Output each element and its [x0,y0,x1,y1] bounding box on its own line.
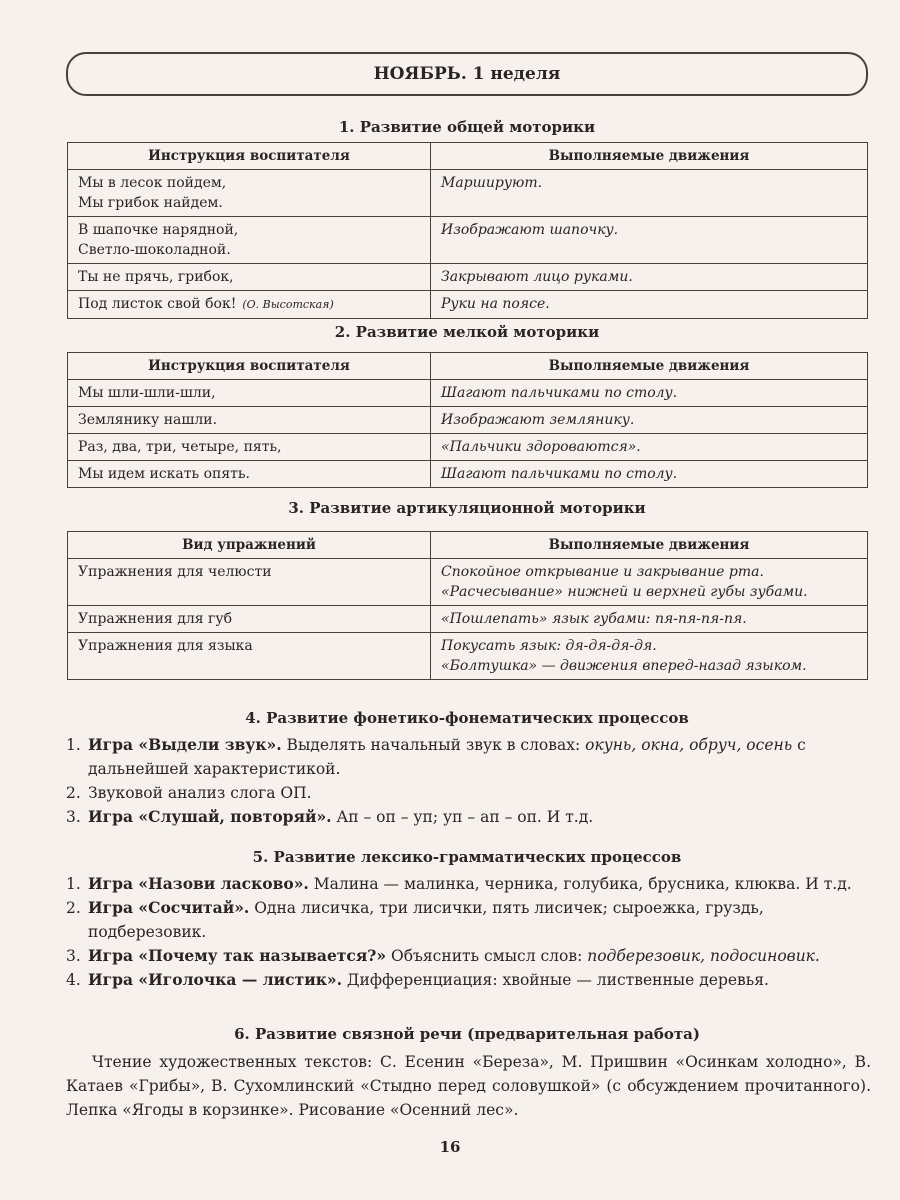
list-item [66,944,871,968]
column-header: Выполняемые движения [431,353,868,380]
item-text: Звуковой анализ слога ОП. [88,784,312,802]
column-header: Инструкция воспитателя [68,143,431,170]
list-item [66,872,871,896]
item-text: Объяснить смысл слов: [386,947,588,965]
verse-cell: Раз, два, три, четыре, пять, [68,434,431,461]
movement-cell: Шагают пальчиками по столу. [431,461,868,488]
section-6-title: 6. Развитие связной речи (предварительная работа) [234,1025,700,1043]
exercise-type-cell: Упражнения для губ [68,606,431,633]
gross-motor-table [67,142,868,319]
lexical-games-list [66,872,871,992]
verse-line: Светло-шоколадной. [78,242,231,258]
table-row [68,407,868,434]
item-text: Малина — малинка, черника, голубика, брусника, клюква. И т.д. [308,875,852,893]
exercise-type-cell: Упражнения для челюсти [68,559,431,606]
section-1-title: 1. Развитие общей моторики [338,118,596,136]
column-header: Вид упражнений [68,532,431,559]
articulation-table [67,531,868,680]
table-row [68,434,868,461]
item-number: 3. [66,808,81,826]
game-name: Игра «Слушай, повторяй». [88,807,332,826]
movement-cell: Изображают землянику. [431,407,868,434]
item-text: Ап – оп – уп; уп – ап – оп. И т.д. [331,808,594,826]
author-credit: (О. Высотская) [242,298,334,311]
table-row [68,380,868,407]
verse-line: В шапочке нарядной, [78,222,239,238]
table-header-row [68,143,868,170]
game-name: Игра «Выдели звук». [88,735,282,754]
item-text: Дифференциация: хвойные — лиственные деревья. [341,971,769,989]
game-name: Игра «Почему так называется?» [88,946,387,965]
list-item [66,733,871,781]
movement-cell: «Пальчики здороваются». [431,434,868,461]
movement-cell: Изображают шапочку. [431,217,868,264]
list-item [66,805,871,829]
table-header-row [68,532,868,559]
movement-cell: Шагают пальчиками по столу. [431,380,868,407]
item-number: 1. [66,736,81,754]
item-text: с дальнейшей характеристикой. [88,736,806,778]
week-title: НОЯБРЬ. 1 неделя [373,64,561,84]
verse-cell: Мы шли-шли-шли, [68,380,431,407]
table-header-row [68,353,868,380]
column-header: Выполняемые движения [431,143,868,170]
movement-cell: Маршируют. [431,170,868,217]
table-row [68,559,868,606]
item-number: 4. [66,971,81,989]
game-name: Игра «Иголочка — листик». [88,970,342,989]
verse-line: Ты не прячь, грибок, [78,269,234,285]
table-row [68,291,868,319]
section-2-title: 2. Развитие мелкой моторики [334,323,600,341]
exercise-type-cell: Упражнения для языка [68,633,431,680]
list-item [66,781,871,805]
item-number: 1. [66,875,81,893]
item-text: Одна лисичка, три лисички, пять лисичек; сыроежка, груздь, подберезовик. [88,899,764,941]
page-number: 16 [439,1138,461,1156]
movement-line: Покусать язык: дя-дя-дя-дя. [441,638,657,654]
week-header-box [66,52,868,96]
section-4-title: 4. Развитие фонетико-фонематических процессов [245,709,689,727]
verse-line: Мы грибок найдем. [78,195,223,211]
verse-cell: Мы идем искать опять. [68,461,431,488]
column-header: Инструкция воспитателя [68,353,431,380]
verse-line: Мы в лесок пойдем, [78,175,227,191]
table-row [68,461,868,488]
movement-line: «Пошлепать» язык губами: пя-пя-пя-пя. [441,611,747,627]
item-italic-text: окунь, окна, обруч, осень [585,736,793,754]
verse-cell: Землянику нашли. [68,407,431,434]
movement-line: «Расчесывание» нижней и верхней губы зубами. [441,584,808,600]
item-italic-text: подберезовик, подосиновик. [587,947,820,965]
movement-line: «Болтушка» — движения вперед-назад языком. [441,658,807,674]
item-number: 2. [66,899,81,917]
table-row [68,170,868,217]
item-number: 3. [66,947,81,965]
column-header: Выполняемые движения [431,532,868,559]
section-3-title: 3. Развитие артикуляционной моторики [288,499,646,517]
movement-line: Спокойное открывание и закрывание рта. [441,564,764,580]
speech-paragraph: Чтение художественных текстов: С. Есенин «Береза», М. Пришвин «Осинкам холодно», В. Катаев «Грибы», В. Сухомлинский «Стыдно перед соловушкой» (с обсуждением прочитанного). Лепка «Ягоды в корзинке». Рисование «Осенний лес». [66,1053,871,1119]
game-name: Игра «Сосчитай». [88,898,250,917]
item-number: 2. [66,784,81,802]
game-name: Игра «Назови ласково». [88,874,309,893]
item-text: Выделять начальный звук в словах: [281,736,586,754]
verse-line: Под листок свой бок! [78,296,237,312]
table-row [68,606,868,633]
fine-motor-table [67,352,868,488]
phonetic-games-list [66,733,871,829]
section-5-title: 5. Развитие лексико-грамматических процессов [252,848,682,866]
list-item [66,896,871,944]
table-row [68,264,868,291]
movement-cell: Закрывают лицо руками. [431,264,868,291]
list-item [66,968,871,992]
table-row [68,633,868,680]
movement-cell: Руки на поясе. [431,291,868,319]
table-row [68,217,868,264]
